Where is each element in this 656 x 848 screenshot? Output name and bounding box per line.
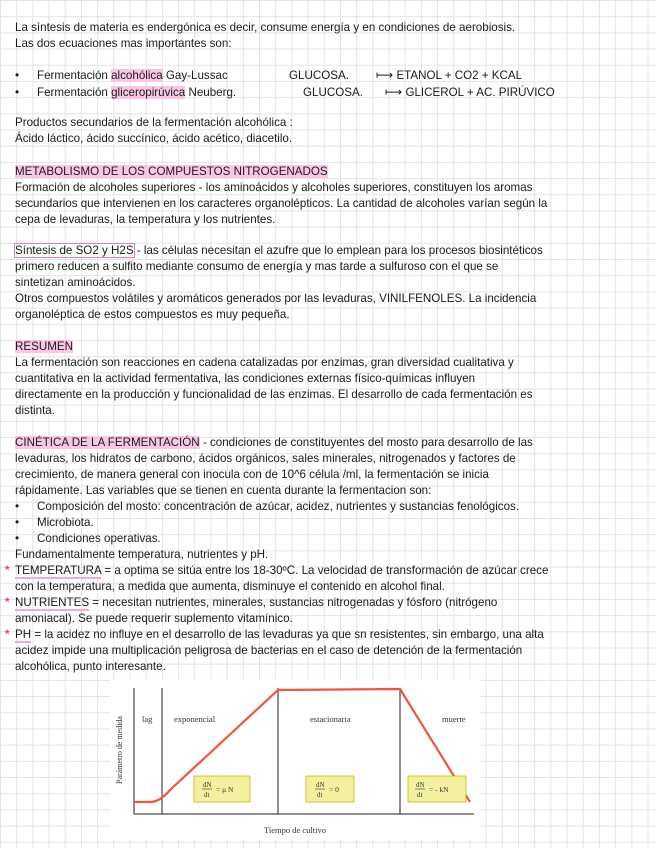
reactant: GLUCOSA.	[303, 86, 363, 99]
text-line: Otros compuestos volátiles y aromáticos generados por las levaduras, VINILFENOLES. La incidencia	[15, 292, 537, 305]
eq-rhs: = μ N	[216, 785, 234, 794]
bullet: •	[15, 500, 20, 513]
bullet: •	[15, 532, 20, 545]
eq-numerator: dN	[416, 781, 425, 789]
phase-label-exponential: exponencial	[174, 714, 216, 724]
intro-line: La síntesis de materia es endergónica es decir, consume energía y en condiciones de aerobiosis.	[15, 21, 516, 34]
text-line: = la acidez no influye en el desarrollo de las levaduras ya que sn resistentes, sin embargo, una alta	[31, 628, 544, 641]
text-line: alcohólica, punto interesante.	[15, 660, 166, 673]
text-line: distinta.	[15, 404, 55, 417]
text-line: Ácido láctico, ácido succínico, ácido acético, diacetilo.	[15, 132, 293, 145]
secondary-products	[15, 115, 639, 147]
list-item-text: Condiciones operativas.	[37, 532, 161, 545]
text-line: amoniacal). Se puede requerir suplemento vitamínico.	[15, 612, 293, 625]
list-item	[15, 531, 639, 547]
equation-box-stationary	[306, 776, 354, 802]
factor-label: TEMPERATURA	[15, 564, 102, 577]
eq-numerator: dN	[316, 781, 325, 789]
text-line: Formación de alcoholes superiores - los aminoácidos y alcoholes superiores, constituyen los aromas	[15, 181, 533, 194]
text-line: La fermentación son reacciones en cadena catalizadas por enzimas, gran diversidad cualitativa y	[15, 356, 514, 369]
star-icon: *	[5, 596, 10, 609]
text-line: = necesitan nutrientes, minerales, sustancias nitrogenadas y fósforo (nitrógeno	[89, 596, 498, 609]
text-line: levaduras, los hidratos de carbono, ácidos orgánicos, sales minerales, nitrogenados y factores de	[15, 452, 516, 465]
arrow-icon: ⟼	[376, 68, 394, 82]
list-item-text: Composición del mosto: concentración de azúcar, acidez, nutrientes y sustancias fenológicos.	[37, 500, 520, 513]
text-line: Fundamentalmente temperatura, nutrientes y pH.	[15, 548, 269, 561]
growth-curve-figure	[110, 680, 480, 840]
intro-line: Las dos ecuaciones mas importantes son:	[15, 37, 232, 50]
text-line: cuantitativa en la actividad fermentativa, las condiciones externas físico-químicas influyen	[15, 372, 476, 385]
equation-box-exponential	[194, 776, 250, 802]
figure-background	[110, 680, 480, 840]
text-line: Productos secundarios de la fermentación alcohólica :	[15, 116, 293, 129]
text-line: primero reducen a sulfito mediante consumo de energía y mas tarde a sulfuroso con el que se	[15, 260, 499, 273]
factor-label: PH	[15, 628, 32, 641]
equation-row	[15, 84, 639, 101]
factors-section	[5, 563, 639, 675]
eq-denominator: dt	[417, 791, 423, 799]
text-line: - las células necesitan el azufre que lo emplean para los procesos biosintéticos	[133, 244, 543, 257]
so2-section	[15, 243, 639, 323]
intro-paragraph	[15, 20, 639, 52]
y-axis-label: Parámetro de medida	[115, 716, 124, 784]
arrow-icon: ⟼	[385, 85, 403, 99]
highlight: gliceropirúvica	[111, 86, 186, 99]
text-line: crecimiento, de manera general con inocula con de 10^6 célula /ml, la fermentación se inicia	[15, 468, 489, 481]
text-line: acidez impide una multiplicación peligrosa de bacterias en el caso de detención de la fermentación	[15, 644, 523, 657]
equation-author: Neuberg.	[185, 86, 237, 99]
section-title: CINÉTICA DE LA FERMENTACIÓN	[15, 436, 200, 449]
text-line: sintetizan aminoácidos.	[15, 276, 136, 289]
equations-list	[15, 67, 639, 101]
star-icon: *	[5, 564, 10, 577]
text-line: cepa de levaduras, la temperatura y los nutrientes.	[15, 213, 276, 226]
reactant: GLUCOSA.	[289, 69, 349, 82]
text-line: con la temperatura, a medida que aumenta, disminuye el contenido en alcohol final.	[15, 580, 445, 593]
equation-row	[15, 67, 639, 84]
nitro-section	[15, 164, 639, 228]
section-title: METABOLISMO DE LOS COMPUESTOS NITROGENADOS	[15, 165, 328, 178]
x-axis-label: Tiempo de cultivo	[264, 825, 327, 835]
bullet: •	[15, 86, 20, 99]
phase-label-lag: lag	[142, 714, 153, 724]
bullet: •	[15, 516, 20, 529]
eq-rhs: = 0	[329, 785, 339, 794]
equation-label: Fermentación	[37, 86, 112, 99]
text-line: organoléptica de estos compuestos es muy pequeña.	[15, 308, 290, 321]
equation-label: Fermentación	[37, 69, 112, 82]
product: GLICEROL + AC. PIRÚVICO	[405, 86, 555, 99]
list-item-text: Microbiota.	[37, 516, 94, 529]
list-item	[15, 515, 639, 531]
section-title: Síntesis de SO2 y H2S	[15, 244, 134, 257]
eq-numerator: dN	[203, 781, 212, 789]
phase-label-stationary: estacionaria	[310, 714, 351, 724]
resumen-section	[15, 339, 639, 419]
text-line: - condiciones de constituyentes del mosto para desarrollo de las	[199, 436, 533, 449]
eq-denominator: dt	[317, 791, 323, 799]
eq-denominator: dt	[204, 791, 210, 799]
equation-box-death	[408, 776, 466, 802]
bullet: •	[15, 69, 20, 82]
star-icon: *	[5, 628, 10, 641]
product: ETANOL + CO2 + KCAL	[396, 69, 523, 82]
text-line: = a optima se sitúa entre los 18-30ºC. La velocidad de transformación de azúcar crece	[101, 564, 549, 577]
factor-label: NUTRIENTES	[15, 596, 90, 609]
text-line: rápidamente. Las variables que se tienen en cuenta durante la fermentacion son:	[15, 484, 432, 497]
text-line: secundarios que intervienen en los caracteres organolépticos. La cantidad de alcoholes varían según la	[15, 197, 548, 210]
highlight: alcohólica	[111, 69, 163, 82]
phase-label-death: muerte	[442, 714, 466, 724]
section-title: RESUMEN	[15, 340, 73, 353]
equation-author: Gay-Lussac	[162, 69, 228, 82]
eq-rhs: = - kN	[429, 785, 449, 794]
text-line: directamente en la producción y funcionalidad de las enzimas. El desarrollo de cada fermentación es	[15, 388, 533, 401]
list-item	[15, 499, 639, 515]
cinetica-section	[15, 435, 639, 563]
